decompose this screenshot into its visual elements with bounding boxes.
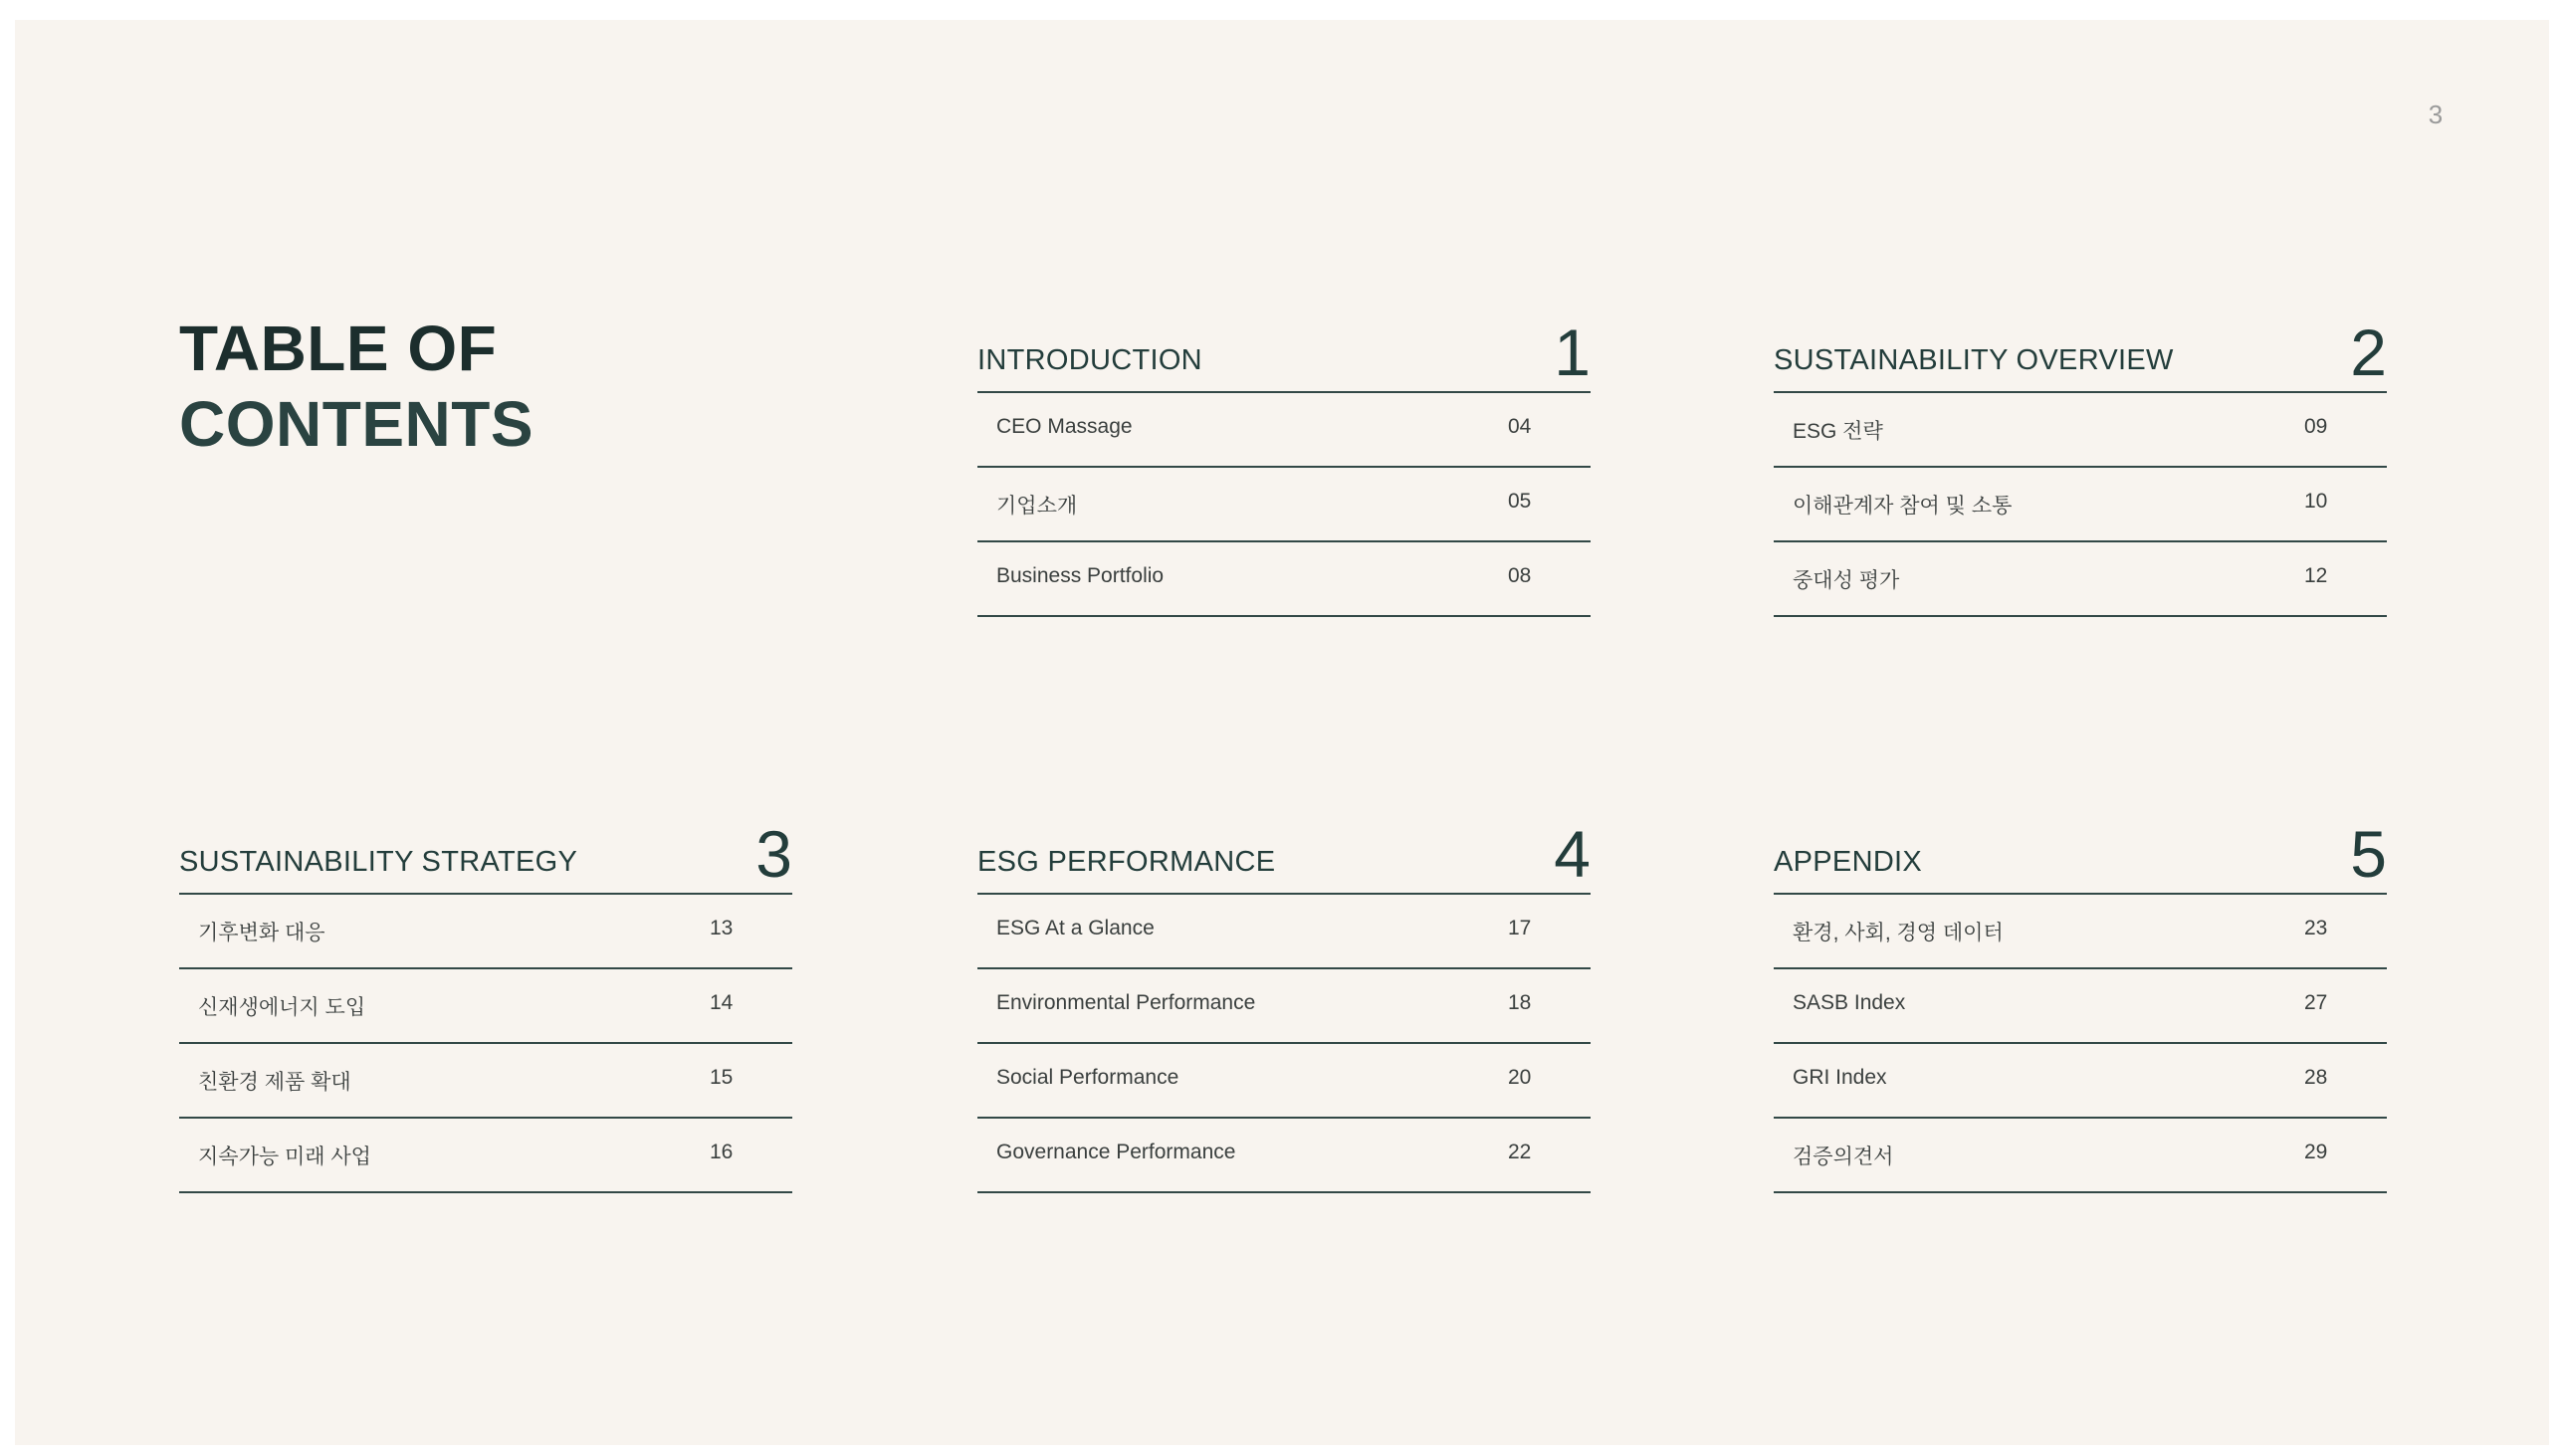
toc-entry-page: 23 (2304, 917, 2328, 939)
section-number: 4 (1554, 817, 1591, 891)
section-number: 1 (1554, 315, 1591, 389)
toc-entry-page: 18 (1508, 991, 1532, 1014)
section-number: 3 (755, 817, 792, 891)
section-header (1774, 819, 2387, 895)
page-title-line-1: TABLE OF (179, 312, 498, 384)
toc-entry-page: 16 (710, 1141, 734, 1163)
toc-entry[interactable] (179, 1044, 792, 1119)
toc-entry-page: 14 (710, 991, 734, 1014)
toc-entry[interactable] (977, 895, 1591, 969)
toc-entry[interactable] (1774, 393, 2387, 468)
toc-entry-label: SASB Index (1793, 991, 1906, 1014)
toc-entry-label: Governance Performance (996, 1141, 1236, 1163)
toc-entry[interactable] (179, 1119, 792, 1193)
section-title: APPENDIX (1774, 846, 1923, 878)
section-sustainability-overview (1774, 317, 2387, 617)
toc-entry-label: 신재생에너지 도입 (198, 996, 366, 1019)
section-header (977, 819, 1591, 895)
toc-entry[interactable] (977, 1044, 1591, 1119)
page-title (179, 311, 534, 462)
toc-entry-page: 12 (2304, 564, 2328, 587)
toc-entry-label: GRI Index (1793, 1066, 1887, 1089)
toc-entry-page: 17 (1508, 917, 1532, 939)
toc-entry-label: ESG 전략 (1793, 420, 1883, 443)
toc-entry-page: 15 (710, 1066, 734, 1089)
toc-entry[interactable] (1774, 895, 2387, 969)
section-appendix (1774, 819, 2387, 1193)
toc-entry[interactable] (179, 895, 792, 969)
toc-entry-page: 29 (2304, 1141, 2328, 1163)
section-sustainability-strategy (179, 819, 792, 1193)
page-title-line-2: CONTENTS (179, 388, 534, 460)
toc-entry[interactable] (977, 393, 1591, 468)
toc-entry[interactable] (977, 542, 1591, 617)
toc-entry-page: 20 (1508, 1066, 1532, 1089)
toc-entry-label: 중대성 평가 (1793, 569, 1900, 592)
section-number: 5 (2350, 817, 2387, 891)
section-header (1774, 317, 2387, 393)
toc-entry[interactable] (179, 969, 792, 1044)
toc-entry-label: ESG At a Glance (996, 917, 1155, 939)
section-header (179, 819, 792, 895)
toc-entry-page: 27 (2304, 991, 2328, 1014)
toc-entry[interactable] (1774, 969, 2387, 1044)
section-introduction (977, 317, 1591, 617)
toc-entry-label: 이해관계자 참여 및 소통 (1793, 495, 2013, 518)
toc-entry-label: 친환경 제품 확대 (198, 1071, 351, 1094)
toc-entry-page: 05 (1508, 490, 1532, 513)
toc-entry-label: 기후변화 대응 (198, 922, 325, 944)
toc-entry-label: 환경, 사회, 경영 데이터 (1793, 922, 2004, 944)
toc-entry-label: Business Portfolio (996, 564, 1165, 587)
slide (15, 20, 2549, 1445)
toc-entry[interactable] (977, 969, 1591, 1044)
section-title: ESG PERFORMANCE (977, 846, 1276, 878)
toc-entry-label: 지속가능 미래 사업 (198, 1145, 371, 1168)
toc-entry-page: 09 (2304, 415, 2328, 438)
toc-entry[interactable] (1774, 1044, 2387, 1119)
toc-entry[interactable] (977, 468, 1591, 542)
toc-entry-page: 28 (2304, 1066, 2328, 1089)
toc-entry-page: 08 (1508, 564, 1532, 587)
toc-entry-label: CEO Massage (996, 415, 1133, 438)
toc-entry-label: 기업소개 (996, 495, 1078, 518)
toc-entry-label: Social Performance (996, 1066, 1179, 1089)
toc-entry-label: 검증의견서 (1793, 1145, 1894, 1168)
section-title: SUSTAINABILITY OVERVIEW (1774, 344, 2174, 376)
section-header (977, 317, 1591, 393)
toc-entry-page: 13 (710, 917, 734, 939)
toc-entry-page: 22 (1508, 1141, 1532, 1163)
toc-entry[interactable] (1774, 542, 2387, 617)
section-esg-performance (977, 819, 1591, 1193)
section-title: INTRODUCTION (977, 344, 1202, 376)
toc-entry[interactable] (977, 1119, 1591, 1193)
toc-entry[interactable] (1774, 468, 2387, 542)
toc-entry[interactable] (1774, 1119, 2387, 1193)
section-title: SUSTAINABILITY STRATEGY (179, 846, 578, 878)
toc-entry-label: Environmental Performance (996, 991, 1256, 1014)
toc-entry-page: 04 (1508, 415, 1532, 438)
page-number: 3 (2428, 100, 2444, 129)
section-number: 2 (2350, 315, 2387, 389)
toc-entry-page: 10 (2304, 490, 2328, 513)
